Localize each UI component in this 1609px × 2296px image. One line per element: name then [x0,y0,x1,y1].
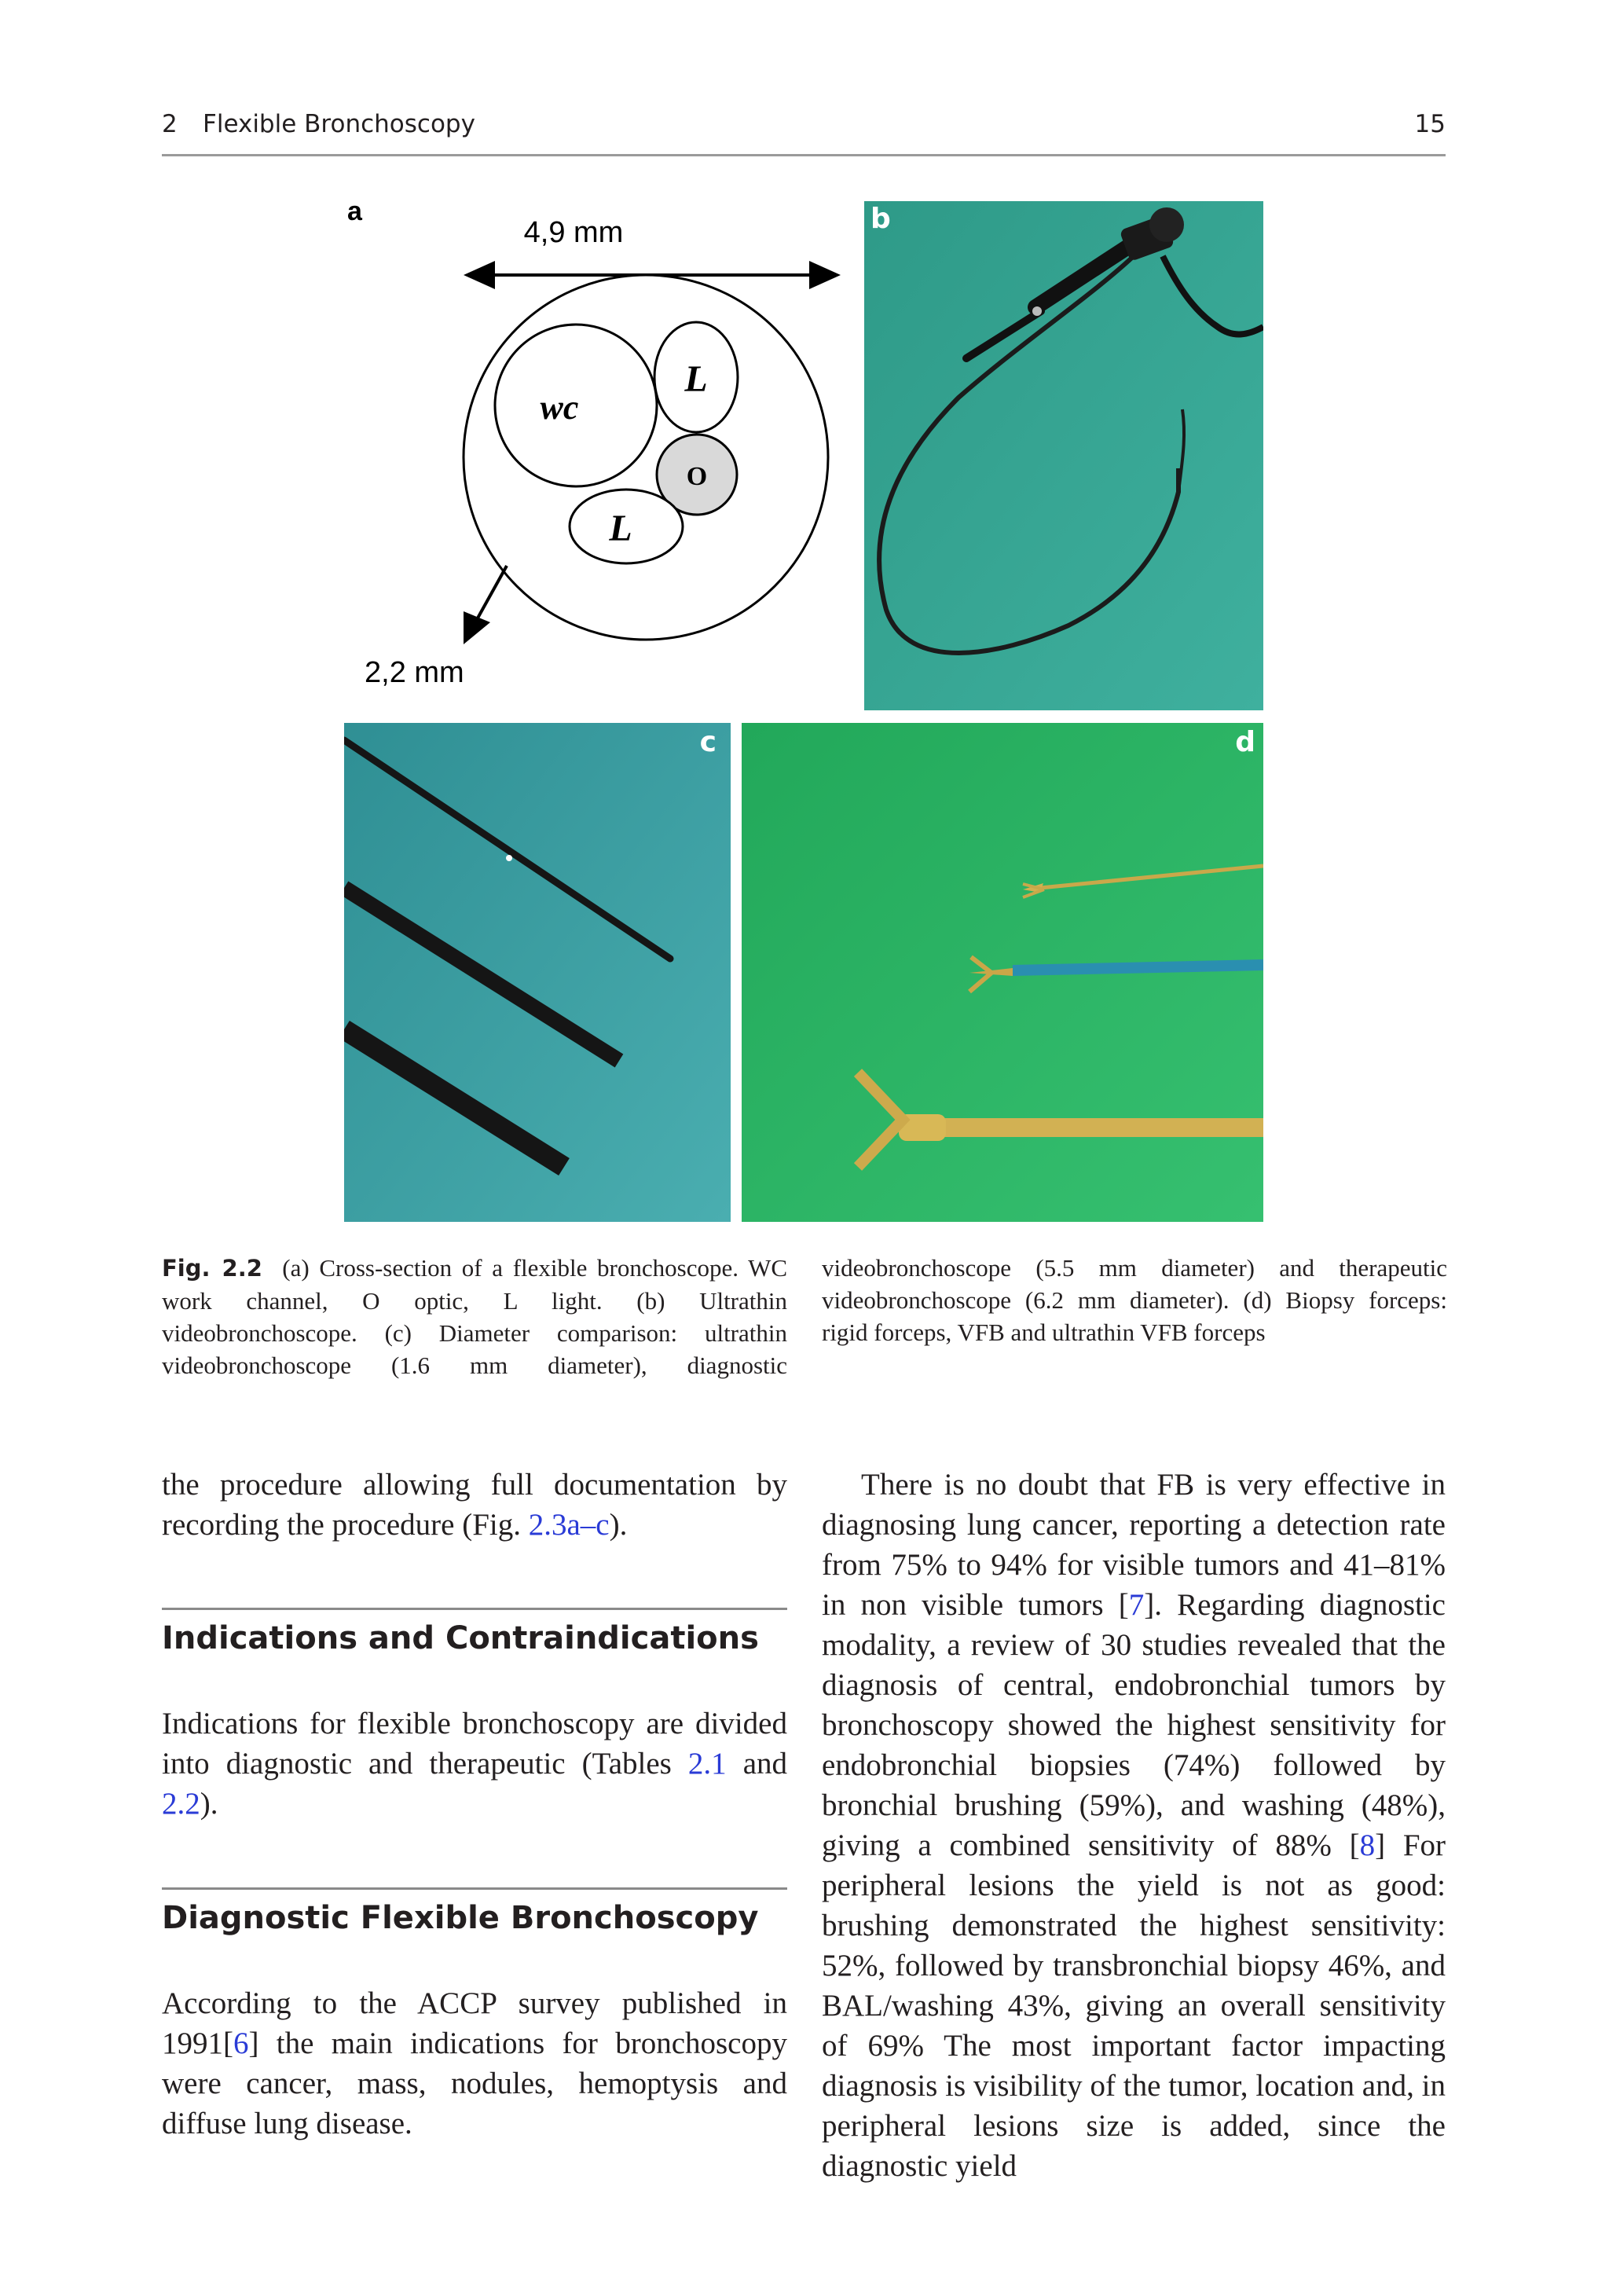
right-text-c: ] For peripheral lesions the yield is not as good: brushing demonstrated the highest sensitivity: 52%, followed by transbronchial biopsy 46%, and BAL/washing 43%, giving an overall sensitivity of 69% The most important factor impacting diagnosis is visibility of the tumor, location and, in peripheral lesions size is added, since the diagnostic yield [822,1828,1446,2183]
panel-b-letter: b [870,203,891,235]
bronchoscope-photo [864,201,1263,710]
para3-text-a: According to the ACCP survey published in 1991[ [162,1986,787,2060]
right-paragraph [822,1465,1446,2186]
optic-label: O [686,462,708,491]
header-rule [162,154,1446,156]
section-rule-1 [162,1608,787,1610]
chapter-number: 2 [162,110,178,138]
diameter-label: 4,9 mm [523,216,624,249]
table-ref-link-1[interactable]: 2.1 [687,1747,727,1781]
section-rule-2 [162,1887,787,1890]
light-label-bottom: L [609,508,632,549]
figure-ref-link[interactable]: 2.3a–c [528,1508,610,1542]
wc-label: wc [540,388,579,427]
caption-left-text: (a) Cross-section of a flexible bronchoscope. WC work channel, O optic, L light. (b) Ultrathin videobronchoscope. (c) Diameter comparison: ultrathin videobronchoscope (1.6 mm diameter), diagnostic [162,1254,788,1379]
channel-arrow-line [475,566,507,622]
figure-caption-right [822,1252,1447,1348]
para2-text-b: ). [200,1787,218,1821]
para3-text-b: ] the main indications for bronchoscopy were cancer, mass, nodules, hemoptysis and diffuse lung disease. [162,2026,787,2140]
left-paragraph-1 [162,1465,787,1545]
scope-tips-photo [344,723,731,1222]
para2-text-mid: and [726,1747,787,1781]
panel-a-letter: a [347,196,362,226]
citation-ref-8[interactable]: 8 [1359,1828,1376,1862]
diameter-arrow-right-head [809,261,841,289]
panel-d-letter: d [1235,726,1255,758]
citation-ref-6[interactable]: 6 [233,2026,249,2060]
heading-indications: Indications and Contraindications [162,1620,759,1656]
page-number: 15 [1414,110,1446,138]
caption-right-text: videobronchoscope (5.5 mm diameter) and therapeutic videobronchoscope (6.2 mm diameter). (d) Biopsy forceps: rigid forceps, VFB and ultrathin VFB forceps [822,1254,1447,1346]
left-paragraph-2 [162,1704,787,1824]
figure-panel-b [864,201,1263,710]
para1-text-a: the procedure allowing full documentation by recording the procedure (Fig. [162,1468,787,1542]
running-head [162,110,1446,156]
heading-diagnostic: Diagnostic Flexible Bronchoscopy [162,1900,759,1936]
figure-label: Fig. 2.2 [162,1255,262,1282]
cross-section-diagram [338,189,841,707]
figure-panel-c [344,723,731,1222]
figure-panel-d [742,723,1263,1222]
left-paragraph-3 [162,1983,787,2144]
forceps-photo [742,723,1263,1222]
chapter-title: Flexible Bronchoscopy [203,110,475,138]
table-ref-link-2[interactable]: 2.2 [162,1787,200,1821]
panel-c-letter: c [699,726,717,758]
figure-panel-a [338,189,841,707]
channel-size-label: 2,2 mm [365,656,464,689]
light-label-top: L [684,358,708,400]
right-text-b: ]. Regarding diagnostic modality, a review of 30 studies revealed that the diagnosis of central, endobronchial tumors by bronchoscopy showed the highest sensitivity for endobronchial biopsies (74%) followed by bronchial brushing (59%), and washing (48%), giving a combined sensitivity of 88% [ [822,1588,1446,1862]
right-text-a: There is no doubt that FB is very effective in diagnosing lung cancer, reporting a detection rate from 75% to 94% for visible tumors and 41–81% in non visible tumors [ [822,1468,1446,1622]
diameter-arrow-left-head [464,261,495,289]
para2-text-a: Indications for flexible bronchoscopy are divided into diagnostic and therapeutic (Tables [162,1707,787,1781]
figure-caption-left [162,1252,787,1381]
para1-text-b: ). [609,1508,628,1542]
citation-ref-7[interactable]: 7 [1128,1588,1145,1622]
